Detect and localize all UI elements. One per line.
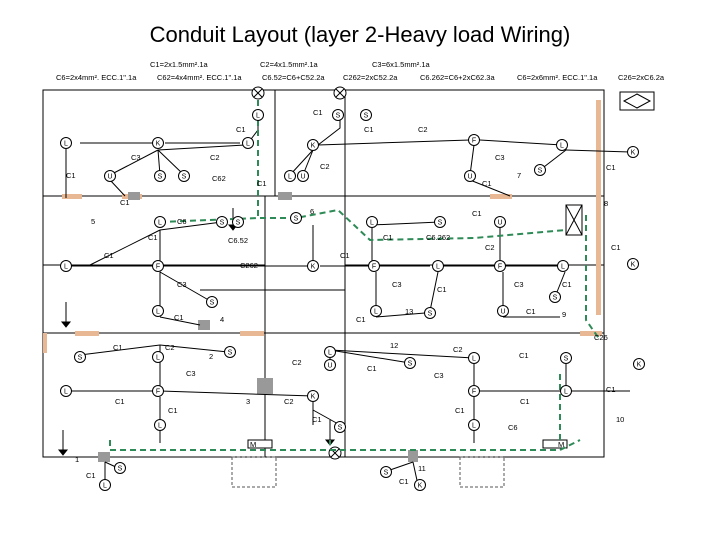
svg-text:U: U [300,173,306,181]
svg-text:S: S [219,219,225,227]
svg-text:S: S [181,173,187,181]
circuit-label-l48: C2 [292,358,302,367]
device-symbol-s42 [325,347,336,358]
device-symbol-s53 [155,420,166,431]
svg-text:L: L [246,140,250,148]
circuit-label-l4: C2 [418,125,428,134]
device-symbol-s6 [308,140,319,151]
circuit-label-l2: C1 [236,125,246,134]
circuit-label-l55: C1 [520,397,530,406]
device-symbol-s16 [465,171,476,182]
circuit-label-l23: C1 [383,233,393,242]
circuit-label-l12: C1 [606,163,616,172]
circuit-label-l57: C1 [168,406,178,415]
circuit-label-l40: 9 [562,310,567,319]
device-symbol-s33 [207,297,218,308]
circuit-label-l8: C1 [66,171,76,180]
circuit-label-l36: 4 [220,315,225,324]
circuit-label-l3: C1 [364,125,374,134]
svg-text:L: L [156,354,160,362]
svg-text:S: S [235,219,241,227]
circuit-label-l26: C1 [611,243,621,252]
device-symbol-s50 [308,391,319,402]
device-symbol-s57 [100,480,111,491]
svg-text:S: S [407,360,413,368]
svg-text:S: S [437,219,443,227]
svg-text:K: K [155,140,161,148]
circuit-label-l46: C2 [453,345,463,354]
device-symbol-s52 [561,386,572,397]
circuit-label-l59: 10 [616,415,625,424]
device-symbol-s46 [561,353,572,364]
device-symbol-s58 [381,467,392,478]
svg-text:S: S [227,349,233,357]
svg-text:L: L [64,140,68,148]
svg-text:L: L [158,422,162,430]
device-symbol-s56 [115,463,126,474]
circuit-label-l24: C6.262 [426,233,451,242]
circuit-label-l16: 8 [604,199,609,208]
svg-text:L: L [328,349,332,357]
legend-c3: C3=6x1.5mm².1a [372,60,430,69]
svg-text:L: L [64,263,68,271]
circuit-label-l41: C26 [594,333,608,342]
circuit-label-l9: C62 [212,174,226,183]
circuit-label-l63: C1 [86,471,96,480]
device-symbol-s7 [243,138,254,149]
legend-c26: C26=2xC6.2a [618,73,665,82]
legend-c62: C62=4x4mm². ECC.1".1a [157,73,242,82]
circuit-label-l6: C2 [210,153,220,162]
device-symbol-s35 [371,306,382,317]
device-symbol-s27 [308,261,319,272]
svg-text:L: L [64,388,68,396]
device-symbol-s5 [153,138,164,149]
circuit-label-l56: C1 [606,385,616,394]
device-symbol-s12 [155,171,166,182]
circuit-label-l60: C1 [312,415,322,424]
svg-text:K: K [630,261,636,269]
device-symbol-s45 [469,353,480,364]
circuit-label-l11: C2 [320,162,330,171]
circuit-label-l65: C1 [399,477,409,486]
device-symbol-s37 [498,306,509,317]
device-symbol-s22 [367,217,378,228]
device-symbol-s34 [153,306,164,317]
svg-text:F: F [371,263,377,271]
svg-text:S: S [383,469,389,477]
circuit-label-l50: C3 [186,369,196,378]
page-title: Conduit Layout (layer 2-Heavy load Wiring) [149,22,571,47]
device-symbol-s55 [469,420,480,431]
risers [43,100,602,353]
device-symbol-s11 [105,171,116,182]
device-symbol-s41 [225,347,236,358]
device-symbol-s51 [469,386,480,397]
circuit-label-l18: C6 [177,217,187,226]
svg-text:F: F [471,137,477,145]
svg-text:U: U [467,173,473,181]
svg-text:U: U [500,308,506,316]
device-symbol-s23 [435,217,446,228]
circuit-label-l32: C1 [437,285,447,294]
circuit-label-l39: C1 [526,307,536,316]
circuit-label-l5: C3 [131,153,141,162]
device-symbol-s40 [153,352,164,363]
device-symbol-s3 [361,110,372,121]
circuit-label-l61: C6 [508,423,518,432]
device-symbol-s59 [415,480,426,491]
device-symbol-s20 [233,217,244,228]
device-symbol-s13 [179,171,190,182]
svg-text:S: S [77,354,83,362]
circuit-label-l64: 11 [418,464,426,473]
device-symbol-s36 [425,308,436,319]
svg-text:L: L [288,173,292,181]
circuit-label-l66: M [250,440,257,449]
circuit-label-l29: C1 [340,251,350,260]
device-symbol-s29 [433,261,444,272]
circuit-label-l21: C1 [148,233,158,242]
svg-text:L: L [561,263,565,271]
circuit-label-l33: C3 [514,280,524,289]
svg-text:U: U [497,219,503,227]
device-symbol-s38 [550,292,561,303]
device-symbol-s18 [155,217,166,228]
circuit-label-l38: 13 [405,307,414,316]
circuit-label-l58: C1 [455,406,465,415]
svg-text:U: U [327,362,333,370]
circuit-label-l27: C1 [104,251,114,260]
device-symbol-s8 [469,135,480,146]
legend-c6: C6=2x4mm². ECC.1".1a [56,73,137,82]
legend-c2: C2=4x1.5mm².1a [260,60,318,69]
device-symbol-s26 [153,261,164,272]
device-symbol-s1 [61,138,72,149]
device-symbol-s17 [535,165,546,176]
svg-text:S: S [337,424,343,432]
circuit-label-l20: C1 [472,209,482,218]
svg-text:K: K [630,149,636,157]
svg-text:L: L [560,142,564,150]
circuit-label-l10: C1 [257,179,267,188]
svg-text:K: K [636,361,642,369]
circuit-label-l44: 2 [209,352,214,361]
svg-text:S: S [209,299,215,307]
circuit-label-l1: C1 [313,108,323,117]
svg-text:L: L [472,422,476,430]
svg-text:L: L [256,112,260,120]
device-symbol-s10 [628,147,639,158]
svg-text:U: U [107,173,113,181]
device-symbol-s39 [75,352,86,363]
circuit-label-l45: 12 [390,341,399,350]
circuit-label-l14: C1 [482,179,492,188]
svg-text:S: S [293,215,299,223]
circuit-label-l34: C1 [562,280,572,289]
circuit-label-l53: 3 [246,397,251,406]
svg-text:L: L [472,355,476,363]
circuit-label-l51: C3 [434,371,444,380]
home-run-arrows [59,208,334,455]
svg-text:L: L [158,219,162,227]
circuit-label-l54: C2 [284,397,294,406]
device-symbol-s25 [61,261,72,272]
device-symbol-s30 [495,261,506,272]
svg-text:F: F [471,388,477,396]
device-symbol-s2 [333,110,344,121]
circuit-label-l37: C1 [356,315,366,324]
svg-text:K: K [417,482,423,490]
svg-text:S: S [552,294,558,302]
svg-text:L: L [156,308,160,316]
circuit-label-l67: M [558,440,565,449]
device-symbol-s21 [291,213,302,224]
circuit-label-l42: C1 [113,343,123,352]
circuit-label-l62: 1 [75,455,80,464]
device-symbol-s9 [557,140,568,151]
device-symbol-s43 [325,360,336,371]
circuit-label-l22: C6.52 [228,236,249,245]
circuit-label-l30: C3 [177,280,187,289]
legend-c6262: C6.262=C6+2xC62.3a [420,73,495,82]
circuit-label-l52: C1 [115,397,125,406]
legend-c6-6mm: C6=2x6mm². ECC.1".1a [517,73,598,82]
device-symbol-s49 [153,386,164,397]
svg-text:F: F [497,263,503,271]
svg-text:F: F [155,263,161,271]
circuit-label-l25: C2 [485,243,495,252]
device-symbol-s15 [298,171,309,182]
svg-text:S: S [363,112,369,120]
device-symbol-s28 [369,261,380,272]
svg-text:S: S [335,112,341,120]
circuit-label-l43: C2 [165,343,175,352]
svg-text:S: S [427,310,433,318]
svg-text:S: S [563,355,569,363]
circuit-label-l17: 5 [91,217,96,226]
circuit-label-l47: C1 [519,351,529,360]
svg-text:L: L [103,482,107,490]
device-symbol-s47 [634,359,645,370]
svg-text:L: L [370,219,374,227]
device-symbol-s4 [253,110,264,121]
svg-text:K: K [310,393,316,401]
legend-c652: C6.52=C6+C52.2a [262,73,325,82]
circuit-label-l15: C1 [120,198,130,207]
device-symbol-s14 [285,171,296,182]
svg-text:F: F [155,388,161,396]
circuit-label-l28: C262 [240,261,258,270]
svg-text:S: S [117,465,123,473]
circuit-label-l19: 6 [310,207,315,216]
device-symbol-s44 [405,358,416,369]
device-symbols [61,110,645,491]
svg-text:K: K [310,142,316,150]
device-symbol-s54 [335,422,346,433]
circuit-label-l31: C3 [392,280,402,289]
svg-text:L: L [436,263,440,271]
device-symbol-s48 [61,386,72,397]
circuit-label-l7: C3 [495,153,505,162]
annex-rooms [232,457,504,487]
legend-c1: C1=2x1.5mm².1a [150,60,208,69]
device-symbol-s19 [217,217,228,228]
circuit-label-l49: C1 [367,364,377,373]
svg-text:S: S [537,167,543,175]
device-symbol-s24 [495,217,506,228]
device-symbol-s31 [558,261,569,272]
svg-text:L: L [374,308,378,316]
device-symbol-s32 [628,259,639,270]
light-fixtures [252,87,346,459]
svg-text:L: L [564,388,568,396]
circuit-label-l35: C1 [174,313,184,322]
svg-text:K: K [310,263,316,271]
svg-text:S: S [157,173,163,181]
circuit-label-l13: 7 [517,171,522,180]
legend-c262: C262=2xC52.2a [343,73,398,82]
